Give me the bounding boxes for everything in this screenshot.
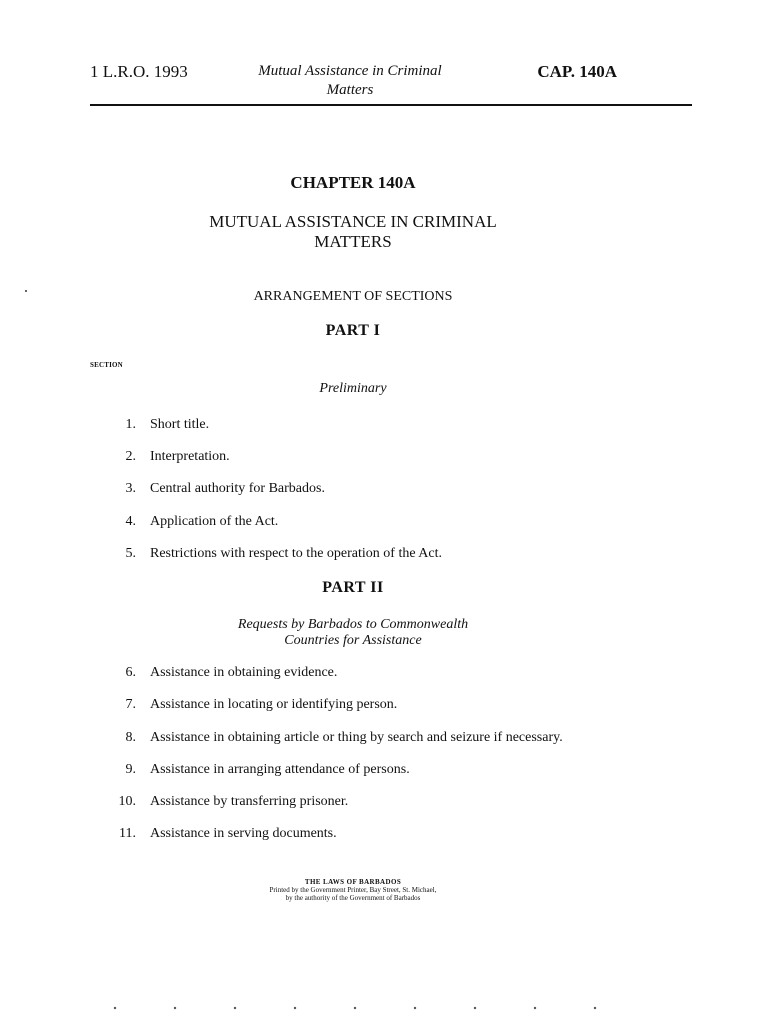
list-item (100, 762, 410, 778)
item-number: 2. (125, 449, 136, 464)
item-text: Restrictions with respect to the operation of the Act. (150, 546, 442, 561)
act-title-line1: MUTUAL ASSISTANCE IN CRIMINAL (209, 212, 497, 231)
part-subheading-line1: Requests by Barbados to Commonwealth (237, 617, 469, 632)
item-number: 4. (125, 514, 136, 529)
part-heading: PART I (325, 322, 381, 339)
footer-authority: by the authority of the Government of Barbados (285, 894, 421, 902)
item-number: 5. (125, 546, 136, 561)
list-item (100, 697, 397, 713)
item-text: Assistance in obtaining article or thing by search and seizure if necessary. (150, 730, 563, 745)
part-subheading (0, 617, 706, 649)
list-item (100, 794, 348, 810)
list-item (100, 665, 337, 681)
list-item (100, 546, 442, 562)
header-chapter: CAP. 140A (537, 62, 617, 81)
item-number: 1. (125, 417, 136, 432)
footer-title: THE LAWS OF BARBADOS (304, 878, 402, 886)
item-number: 10. (118, 794, 136, 809)
footer-printer: Printed by the Government Printer, Bay Street, St. Michael, (269, 886, 437, 894)
header-edition: 1 L.R.O. 1993 (90, 62, 188, 81)
item-text: Assistance in arranging attendance of persons. (150, 762, 410, 777)
item-text: Interpretation. (150, 449, 230, 464)
item-text: Assistance in locating or identifying person. (150, 697, 398, 712)
list-item (100, 730, 563, 746)
item-text: Assistance in serving documents. (150, 826, 337, 841)
list-item (100, 514, 278, 530)
page-header (90, 62, 692, 106)
item-number: 6. (125, 665, 136, 680)
list-item (100, 826, 337, 842)
list-item (100, 417, 209, 433)
header-title (230, 62, 470, 100)
header-title-line2: Matters (326, 82, 374, 98)
part-heading: PART II (322, 579, 384, 596)
arrangement-heading: ARRANGEMENT OF SECTIONS (253, 289, 453, 304)
list-item (100, 481, 325, 497)
part-subheading (0, 381, 706, 397)
item-number: 7. (125, 697, 136, 712)
item-text: Central authority for Barbados. (150, 481, 325, 496)
part-subheading-line2: Countries for Assistance (284, 633, 422, 648)
item-text: Short title. (150, 417, 210, 432)
item-number: 8. (125, 730, 136, 745)
section-label: SECTION (90, 361, 123, 369)
item-text: Assistance in obtaining evidence. (150, 665, 338, 680)
page-footer (150, 878, 556, 902)
item-number: 11. (119, 826, 136, 841)
item-text: Application of the Act. (150, 514, 279, 529)
act-title-line2: MATTERS (314, 232, 392, 251)
item-number: 9. (125, 762, 136, 777)
item-number: 3. (125, 481, 136, 496)
chapter-heading: CHAPTER 140A (290, 173, 416, 192)
header-title-line1: Mutual Assistance in Criminal (258, 63, 442, 79)
list-item (100, 449, 230, 465)
part-subheading-line1: Preliminary (319, 381, 387, 396)
scan-artifacts (85, 1005, 645, 1011)
act-title (150, 212, 556, 252)
item-text: Assistance by transferring prisoner. (150, 794, 349, 809)
